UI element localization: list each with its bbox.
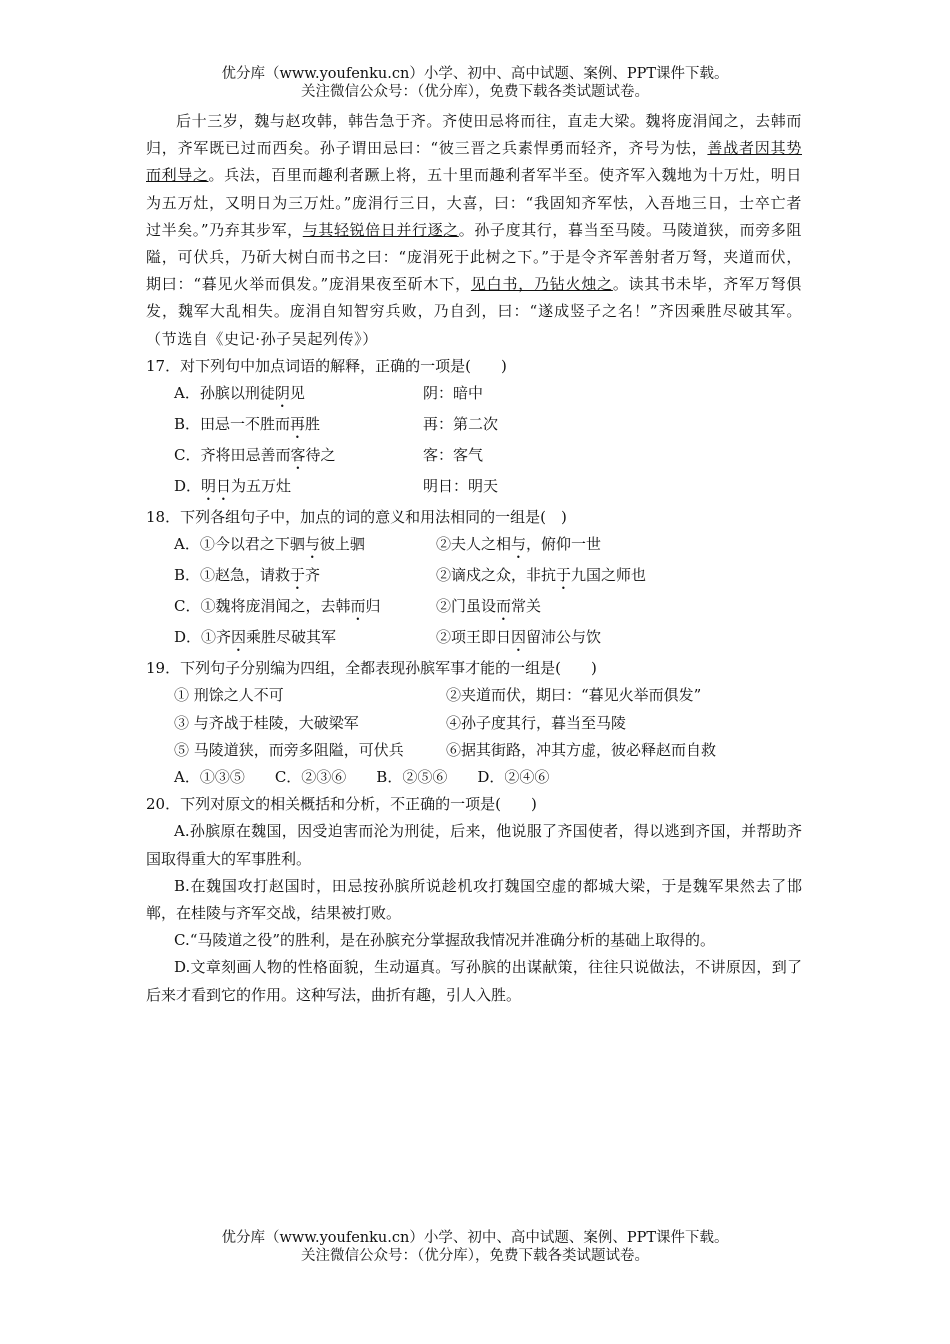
- q17-option-a: [146, 380, 802, 411]
- question-17: [146, 353, 802, 504]
- option-explanation: 阴：暗中: [423, 384, 484, 403]
- question-20: [146, 791, 802, 1009]
- q17-option-b: [146, 411, 802, 442]
- q19-sentence-row: [146, 710, 802, 737]
- dotted-word: 因: [231, 628, 247, 647]
- q17-option-c: [146, 442, 802, 473]
- option-explanation: 客：客气: [423, 446, 484, 465]
- passage-segment: 。兵法，百里而趣利者蹶上将，五十里而趣利者军半至。使齐军入魏地为十万灶，明日为五万灶，又明日为三万灶。”庞涓行三日，大喜，曰：“我固知齐军怯，入吾地三日，士卒亡者过半矣。”乃弃其步军，: [146, 166, 802, 239]
- option-sentence: C．齐将田忌善而客待之: [174, 446, 336, 465]
- dotted-word: 于: [290, 566, 306, 585]
- option-sentence-1: A．①今以君之下驷与彼上驷: [174, 535, 365, 554]
- q19-sentence-row: [146, 682, 802, 709]
- underlined-sentence-1: 善战者因其势而利导之: [146, 139, 802, 185]
- option-sentence-2: ②门虽设而常关: [436, 597, 542, 616]
- q19-sentence-row: [146, 737, 802, 764]
- dotted-word: 明日: [201, 477, 232, 496]
- underlined-sentence-2: 与其轻锐倍日并行逐之: [302, 220, 459, 239]
- option-sentence-2: ②项王即日因留沛公与饮: [436, 628, 602, 647]
- option-explanation: 明日：明天: [423, 477, 499, 496]
- dotted-word: 而: [350, 597, 366, 616]
- numbered-sentence: ②夹道而伏，期曰：“暮见火举而俱发”: [446, 686, 702, 705]
- passage-segment: 。孙子度其行，暮当至马陵。马陵道狭，而旁多阻隘，可伏兵，乃斫大树白而书之曰：“庞涓死于此树之下。”于是令齐军善射者万弩，夹道而伏，期曰：“暮见火举而俱发。”庞涓果夜至斫木下，: [146, 220, 802, 294]
- q20-option-c: C.“马陵道之役”的胜利，是在孙膑充分掌握敌我情况并准确分析的基础上取得的。: [174, 931, 716, 950]
- q18-option-c: [146, 593, 802, 624]
- q20-option-a: A.孙膑原在魏国，因受迫害而沦为刑徒，后来，他说服了齐国使者，得以逃到齐国，并帮助齐国取得重大的军事胜利。: [146, 822, 802, 868]
- option-explanation: 再：第二次: [423, 415, 499, 434]
- question-19: [146, 655, 802, 791]
- q19-answer-choices: A．①③⑤ C．②③⑥ B．②⑤⑥ D．②④⑥: [174, 768, 550, 787]
- question-17-title: 17．对下列句中加点词语的解释，正确的一项是( ): [146, 356, 507, 375]
- dotted-word: 阴: [274, 384, 290, 403]
- dotted-word: 与: [511, 535, 527, 554]
- question-20-title: 20．下列对原文的相关概括和分析，不正确的一项是( ): [146, 795, 537, 814]
- dotted-word: 客: [290, 446, 306, 465]
- q20-option-b: B.在魏国攻打赵国时，田忌按孙膑所说趁机攻打魏国空虚的都城大梁，于是魏军果然去了邯郸，在桂陵与齐军交战，结果被打败。: [146, 876, 802, 923]
- dotted-word: 而: [496, 597, 512, 616]
- q18-option-a: [146, 531, 802, 562]
- header-line-1: 优分库（www.youfenku.cn）小学、初中、高中试题、案例、PPT课件下载。: [221, 66, 729, 82]
- option-sentence-1: D．①齐因乘胜尽破其军: [174, 628, 337, 647]
- page-footer: [0, 1229, 950, 1265]
- q20-option-d: D.文章刻画人物的性格面貌，生动逼真。写孙膑的出谋献策，往往只说做法，不讲原因，到了后来才看到它的作用。这种写法，曲折有趣，引人入胜。: [146, 958, 802, 1004]
- option-sentence-1: C．①魏将庞涓闻之，去韩而归: [174, 597, 381, 616]
- dotted-word: 与: [304, 535, 320, 554]
- question-18: [146, 504, 802, 655]
- option-sentence: A．孙膑以刑徒阴见: [174, 384, 305, 403]
- option-sentence-2: ②谪戍之众，非抗于九国之师也: [436, 566, 647, 585]
- numbered-sentence: ⑥据其街路，冲其方虚，彼必释赵而自救: [446, 740, 717, 759]
- q18-option-d: [146, 624, 802, 655]
- dotted-word: 再: [290, 415, 306, 434]
- dotted-word: 因: [511, 628, 527, 647]
- option-sentence-1: B．①赵急，请救于齐: [174, 566, 321, 585]
- underlined-sentence-3: 见白书，乃钻火烛之: [470, 275, 613, 294]
- footer-line-2: 关注微信公众号：（优分库），免费下载各类试题试卷。: [301, 1248, 649, 1264]
- reading-passage: [146, 108, 802, 353]
- question-19-title: 19．下列句子分别编为四组，全都表现孙膑军事才能的一组是( ): [146, 659, 597, 678]
- q18-option-b: [146, 562, 802, 593]
- page-header: [0, 65, 950, 101]
- numbered-sentence: ① 刑馀之人不可: [174, 686, 284, 705]
- numbered-sentence: ④孙子度其行，暮当至马陵: [446, 713, 627, 732]
- dotted-word: 于: [556, 566, 572, 585]
- q17-option-d: [146, 473, 802, 504]
- option-sentence-2: ②夫人之相与，俯仰一世: [436, 535, 602, 554]
- numbered-sentence: ⑤ 马陵道狭，而旁多阻隘，可伏兵: [174, 740, 404, 759]
- numbered-sentence: ③ 与齐战于桂陵，大破梁军: [174, 713, 359, 732]
- passage-segment: 。读其书未毕，齐军万弩俱发，魏军大乱相失。庞涓自知智穷兵败，乃自刭，曰：“遂成竖子之名！”齐因乘胜尽破其军。（节选自《史记·孙子吴起列传》）: [146, 275, 802, 348]
- document-body: [146, 108, 802, 1009]
- header-line-2: 关注微信公众号：（优分库），免费下载各类试题试卷。: [301, 84, 649, 100]
- passage-segment: 后十三岁，魏与赵攻韩，韩告急于齐。齐使田忌将而往，直走大梁。魏将庞涓闻之，去韩而归，齐军既已过而西矣。孙子谓田忌曰：“彼三晋之兵素悍勇而轻齐，齐号为怯，: [146, 112, 802, 158]
- option-sentence: D．明日为五万灶: [174, 477, 292, 496]
- option-sentence: B．田忌一不胜而再胜: [174, 415, 321, 434]
- question-18-title: 18．下列各组句子中，加点的词的意义和用法相同的一组是( ): [146, 508, 567, 527]
- footer-line-1: 优分库（www.youfenku.cn）小学、初中、高中试题、案例、PPT课件下载。: [221, 1230, 729, 1246]
